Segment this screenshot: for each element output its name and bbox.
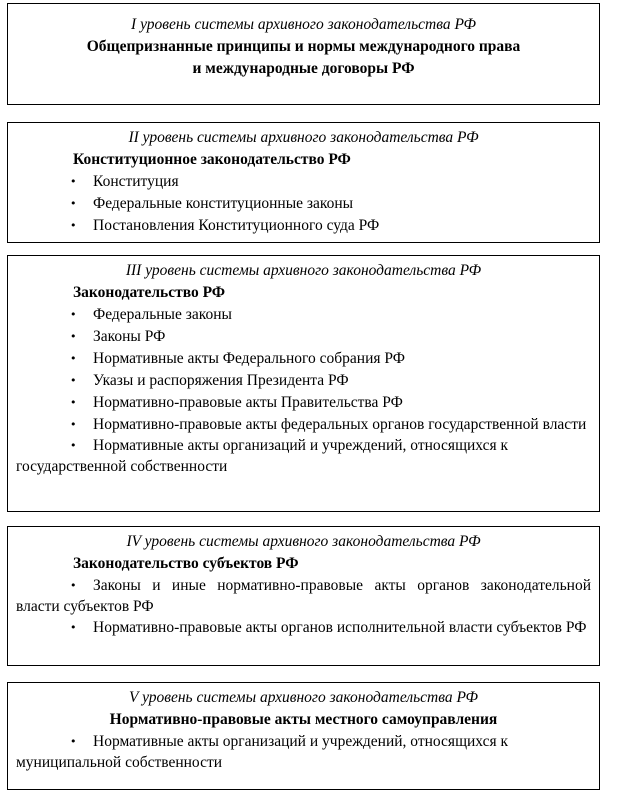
level-5-box (7, 682, 600, 790)
level-3-item: • Федеральные законы (16, 304, 591, 326)
level-2-item: • Постановления Конституционного суда РФ (16, 215, 591, 237)
level-3-list (16, 304, 591, 477)
level-3-title: Законодательство РФ (73, 284, 226, 301)
level-1-heading: I уровень системы архивного законодательства РФ (131, 16, 476, 33)
level-1-title-line1: Общепризнанные принципы и нормы международного права (86, 38, 521, 55)
level-3-item: • Указы и распоряжения Президента РФ (16, 370, 591, 392)
level-5-title: Нормативно-правовые акты местного самоуправления (109, 711, 498, 728)
level-2-item: • Федеральные конституционные законы (16, 193, 591, 215)
level-3-item: • Нормативно-правовые акты Правительства РФ (16, 392, 591, 414)
level-3-heading: III уровень системы архивного законодательства РФ (125, 262, 482, 279)
level-5-item: • Нормативные акты организаций и учреждений, относящихся к муниципальной собственности (16, 731, 591, 773)
level-3-item: • Законы РФ (16, 326, 591, 348)
level-3-item: • Нормативно-правовые акты федеральных органов государственной власти (16, 414, 591, 435)
level-2-list (16, 171, 591, 237)
level-4-heading: IV уровень системы архивного законодательства РФ (126, 533, 481, 550)
level-3-item: • Нормативные акты Федерального собрания РФ (16, 348, 591, 370)
level-4-list (16, 575, 591, 638)
level-2-title: Конституционное законодательство РФ (73, 151, 351, 168)
level-4-item: • Законы и иные нормативно-правовые акты органов законодательной власти субъектов РФ (16, 575, 591, 617)
level-3-item: • Нормативные акты организаций и учреждений, относящихся к государственной собственности (16, 435, 591, 477)
level-1-box (7, 3, 600, 105)
level-4-title: Законодательство субъектов РФ (73, 555, 299, 572)
level-3-box (7, 255, 600, 512)
level-1-title-line2: и международные договоры РФ (192, 60, 415, 77)
level-5-heading: V уровень системы архивного законодательства РФ (129, 689, 478, 706)
level-2-box (7, 122, 600, 243)
level-4-item: • Нормативно-правовые акты органов исполнительной власти субъектов РФ (16, 617, 591, 638)
level-4-box (7, 526, 600, 666)
level-2-item: • Конституция (16, 171, 591, 193)
level-5-list (16, 731, 591, 773)
level-2-heading: II уровень системы архивного законодательства РФ (128, 129, 479, 146)
